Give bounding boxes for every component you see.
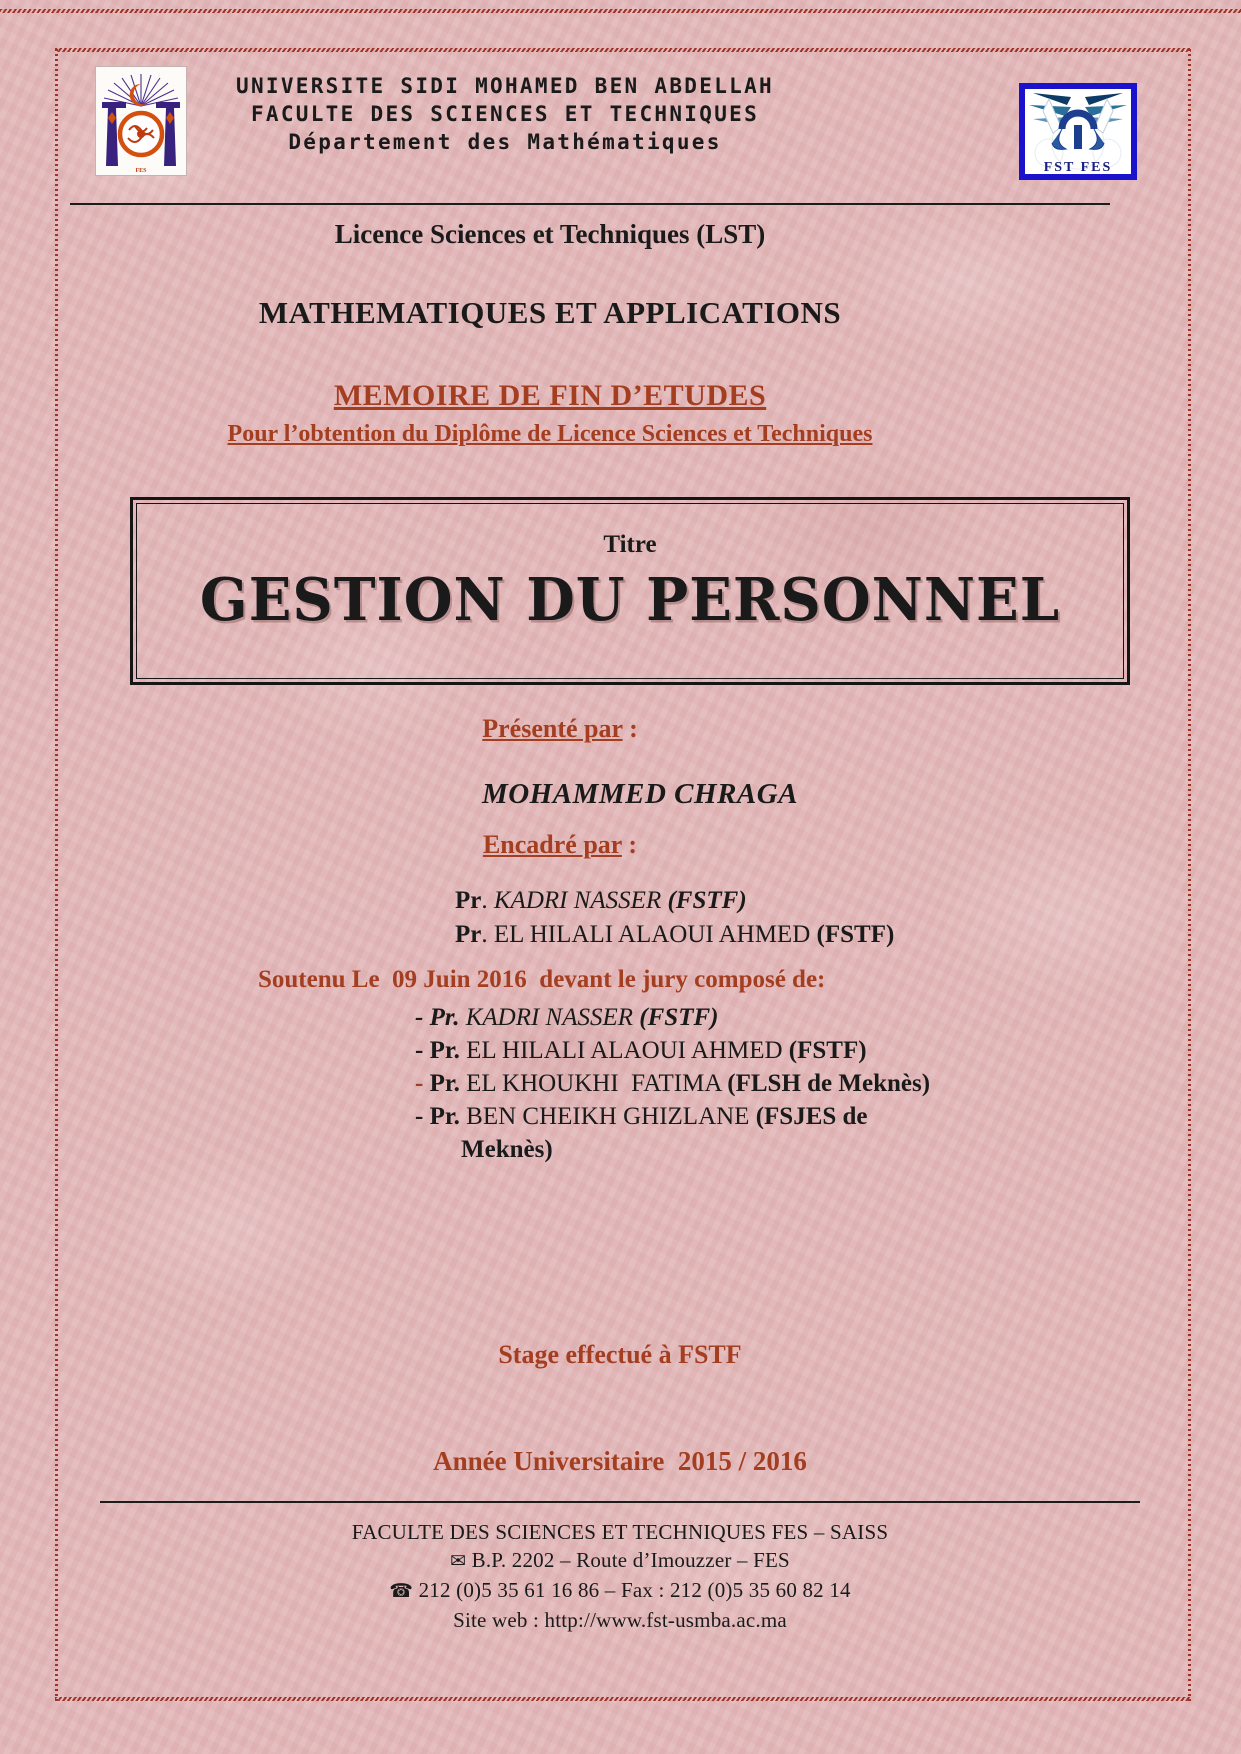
- frame-right: [1188, 48, 1191, 1701]
- defense-intro: Soutenu Le 09 Juin 2016 devant le jury composé de:: [258, 966, 826, 993]
- jury-member: - Pr. BEN CHEIKH GHIZLANE (FSJES de: [415, 1103, 868, 1130]
- header-divider: [70, 203, 1110, 205]
- title-box: [130, 497, 1130, 685]
- fst-fes-logo-caption: FST FES: [1043, 160, 1113, 175]
- department-name: Département des Mathématiques: [288, 130, 722, 154]
- jury-member-wrap: Meknès): [461, 1136, 553, 1163]
- mail-icon: ✉: [450, 1551, 467, 1572]
- supervised-by-row: Encadré par :: [482, 830, 638, 859]
- phone-icon: ☎: [389, 1581, 414, 1602]
- memoir-purpose-row: [70, 421, 1030, 448]
- supervised-by-heading: Encadré par: [482, 830, 622, 859]
- footer-faculty-line: FACULTE DES SCIENCES ET TECHNIQUES FES – SAISS: [351, 1520, 889, 1544]
- presented-by-heading: Présenté par: [482, 714, 623, 743]
- svg-text:FES: FES: [135, 168, 147, 174]
- jury-member: - Pr. KADRI NASSER (FSTF): [415, 1004, 719, 1031]
- frame-left: [55, 48, 58, 1701]
- usmba-crest-logo: [95, 66, 187, 176]
- footer-address-line: ✉ B.P. 2202 – Route d’Imouzzer – FES: [450, 1548, 790, 1572]
- usmba-crest-icon: [95, 66, 187, 176]
- university-name: UNIVERSITE SIDI MOHAMED BEN ABDELLAH: [236, 74, 774, 98]
- degree-line: Licence Sciences et Techniques (LST): [334, 219, 766, 249]
- jury-list: [415, 1001, 1115, 1166]
- frame-top: [55, 48, 1191, 52]
- internship-line: Stage effectué à FSTF: [498, 1340, 742, 1369]
- supervisor-line: Pr. EL HILALI ALAOUI AHMED (FSTF): [455, 921, 895, 948]
- fst-fes-icon: [1019, 83, 1137, 180]
- author-name: MOHAMMED CHRAGA: [481, 778, 799, 810]
- institution-header: [205, 72, 805, 156]
- memoir-heading: MEMOIRE DE FIN D’ETUDES: [333, 379, 767, 412]
- thesis-title: GESTION DU PERSONNEL: [199, 565, 1061, 635]
- academic-year-line: Année Universitaire 2015 / 2016: [433, 1446, 807, 1476]
- title-label: Titre: [603, 531, 657, 558]
- footer-divider: [100, 1501, 1140, 1503]
- frame-bottom: [55, 1697, 1191, 1701]
- memoir-purpose: Pour l’obtention du Diplôme de Licence Sciences et Techniques: [227, 421, 873, 447]
- top-edge-ornament: [0, 9, 1241, 13]
- memoir-heading-row: [70, 379, 1030, 413]
- supervisors-list: [455, 884, 1075, 952]
- specialty-line: MATHEMATIQUES ET APPLICATIONS: [258, 295, 842, 330]
- presented-by-row: Présenté par :: [482, 714, 638, 743]
- jury-member: - Pr. EL HILALI ALAOUI AHMED (FSTF): [415, 1037, 867, 1064]
- jury-member: - Pr. EL KHOUKHI FATIMA (FLSH de Meknès): [415, 1070, 931, 1097]
- faculty-name: FACULTE DES SCIENCES ET TECHNIQUES: [250, 102, 760, 126]
- footer-website-line: Site web : http://www.fst-usmba.ac.ma: [453, 1608, 787, 1632]
- footer-block: [120, 1518, 1120, 1634]
- fst-fes-logo: [1019, 83, 1137, 180]
- supervisor-line: Pr. KADRI NASSER (FSTF): [455, 887, 747, 914]
- footer-phone-line: ☎ 212 (0)5 35 61 16 86 – Fax : 212 (0)5 35 60 82 14: [389, 1578, 851, 1602]
